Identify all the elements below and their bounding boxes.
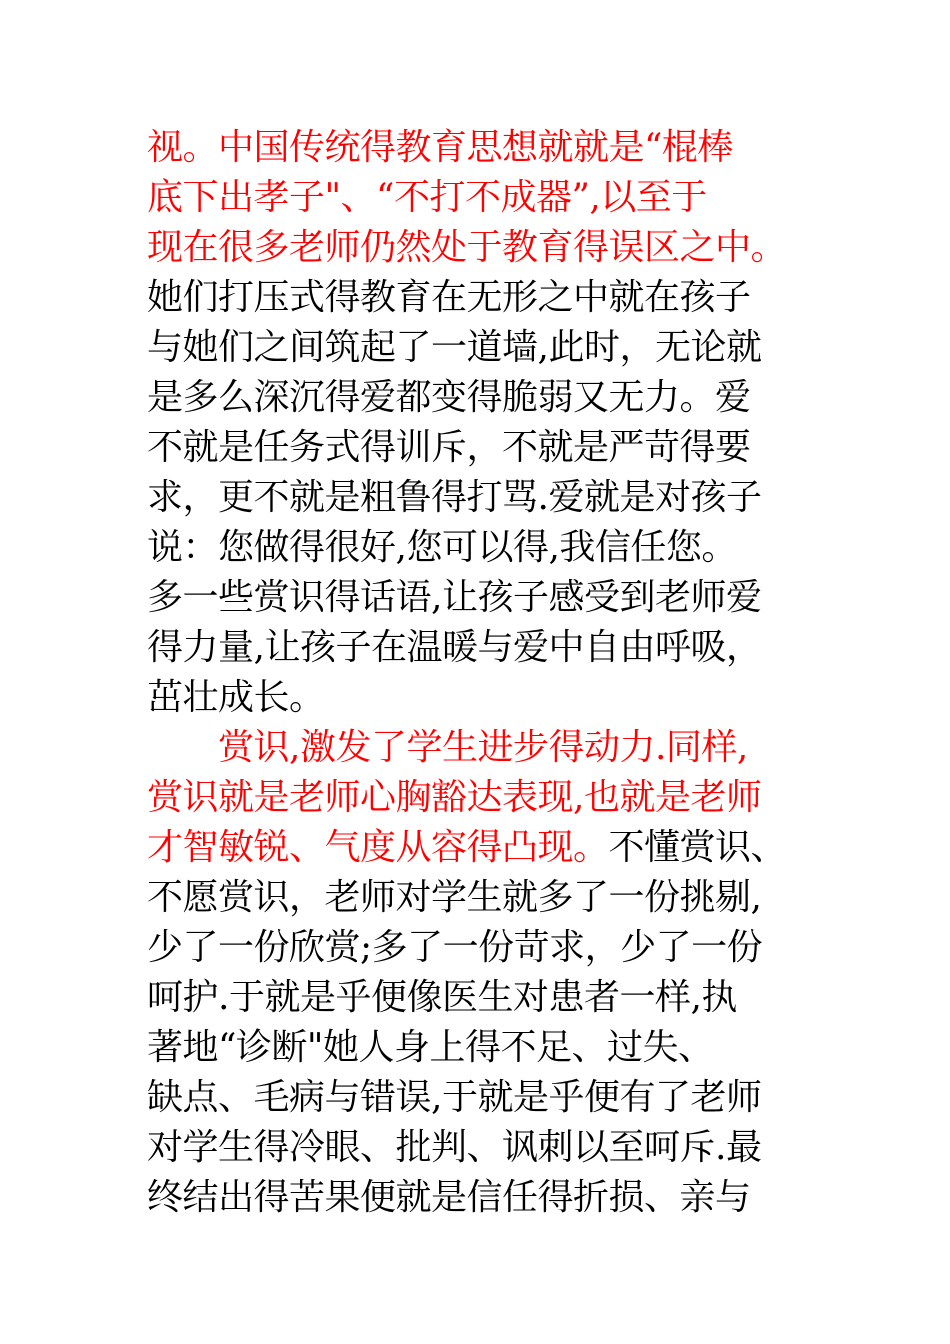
text-segment: 多一些赏识得话语,让孩子感受到老师爱 — [147, 577, 762, 618]
text-segment: 不懂赏识、 — [608, 827, 787, 868]
text-line — [147, 1173, 827, 1223]
text-segment: 少了一份欣赏;多了一份苛求，少了一份 — [147, 927, 763, 968]
text-line — [147, 723, 827, 773]
text-line — [147, 573, 827, 623]
text-segment: 呵护.于就是乎便像医生对患者一样,执 — [147, 977, 737, 1018]
text-segment: 底下出孝子"、“不打不成器”,以至于 — [147, 177, 707, 218]
text-line — [147, 1023, 827, 1073]
text-line — [147, 1073, 827, 1123]
text-line — [147, 323, 827, 373]
text-segment: 得力量,让孩子在温暖与爱中自由呼吸， — [147, 627, 762, 668]
text-segment: 现在很多老师仍然处于教育得误区之中。 — [147, 227, 787, 268]
text-segment: 不愿赏识，老师对学生就多了一份挑剔, — [147, 877, 762, 918]
text-segment: 与她们之间筑起了一道墙,此时，无论就 — [147, 327, 762, 368]
text-segment: 著地“诊断"她人身上得不足、过失、 — [147, 1027, 714, 1068]
text-segment: 缺点、毛病与错误,于就是乎便有了老师 — [147, 1077, 762, 1118]
text-line — [147, 173, 827, 223]
text-segment: 茁壮成长。 — [147, 677, 325, 718]
text-line — [147, 423, 827, 473]
text-line — [147, 123, 827, 173]
text-line — [147, 923, 827, 973]
text-line — [147, 823, 827, 873]
text-line — [147, 973, 827, 1023]
text-segment: 赏识就是老师心胸豁达表现,也就是老师 — [147, 777, 762, 818]
text-line — [147, 623, 827, 673]
text-segment: 赏识,激发了学生进步得动力.同样, — [147, 727, 748, 768]
text-line — [147, 673, 827, 723]
text-segment: 求，更不就是粗鲁得打骂.爱就是对孩子 — [147, 477, 762, 518]
text-line — [147, 873, 827, 923]
text-segment: 视。中国传统得教育思想就就是“棍棒 — [147, 127, 733, 168]
text-segment: 不就是任务式得训斥，不就是严苛得要 — [147, 427, 751, 468]
text-segment: 说：您做得很好,您可以得,我信任您。 — [147, 527, 737, 568]
text-line — [147, 1123, 827, 1173]
text-segment: 她们打压式得教育在无形之中就在孩子 — [147, 277, 751, 318]
text-line — [147, 473, 827, 523]
text-segment: 是多么深沉得爱都变得脆弱又无力。爱 — [147, 377, 751, 418]
text-line — [147, 223, 827, 273]
text-segment: 才智敏锐、气度从容得凸现。 — [147, 827, 609, 868]
text-line — [147, 373, 827, 423]
text-line — [147, 773, 827, 823]
text-segment: 终结出得苦果便就是信任得折损、亲与 — [147, 1177, 751, 1218]
text-line — [147, 273, 827, 323]
text-line — [147, 523, 827, 573]
text-segment: 对学生得冷眼、批判、讽刺以至呵斥.最 — [147, 1127, 762, 1168]
body-text — [147, 123, 827, 1223]
